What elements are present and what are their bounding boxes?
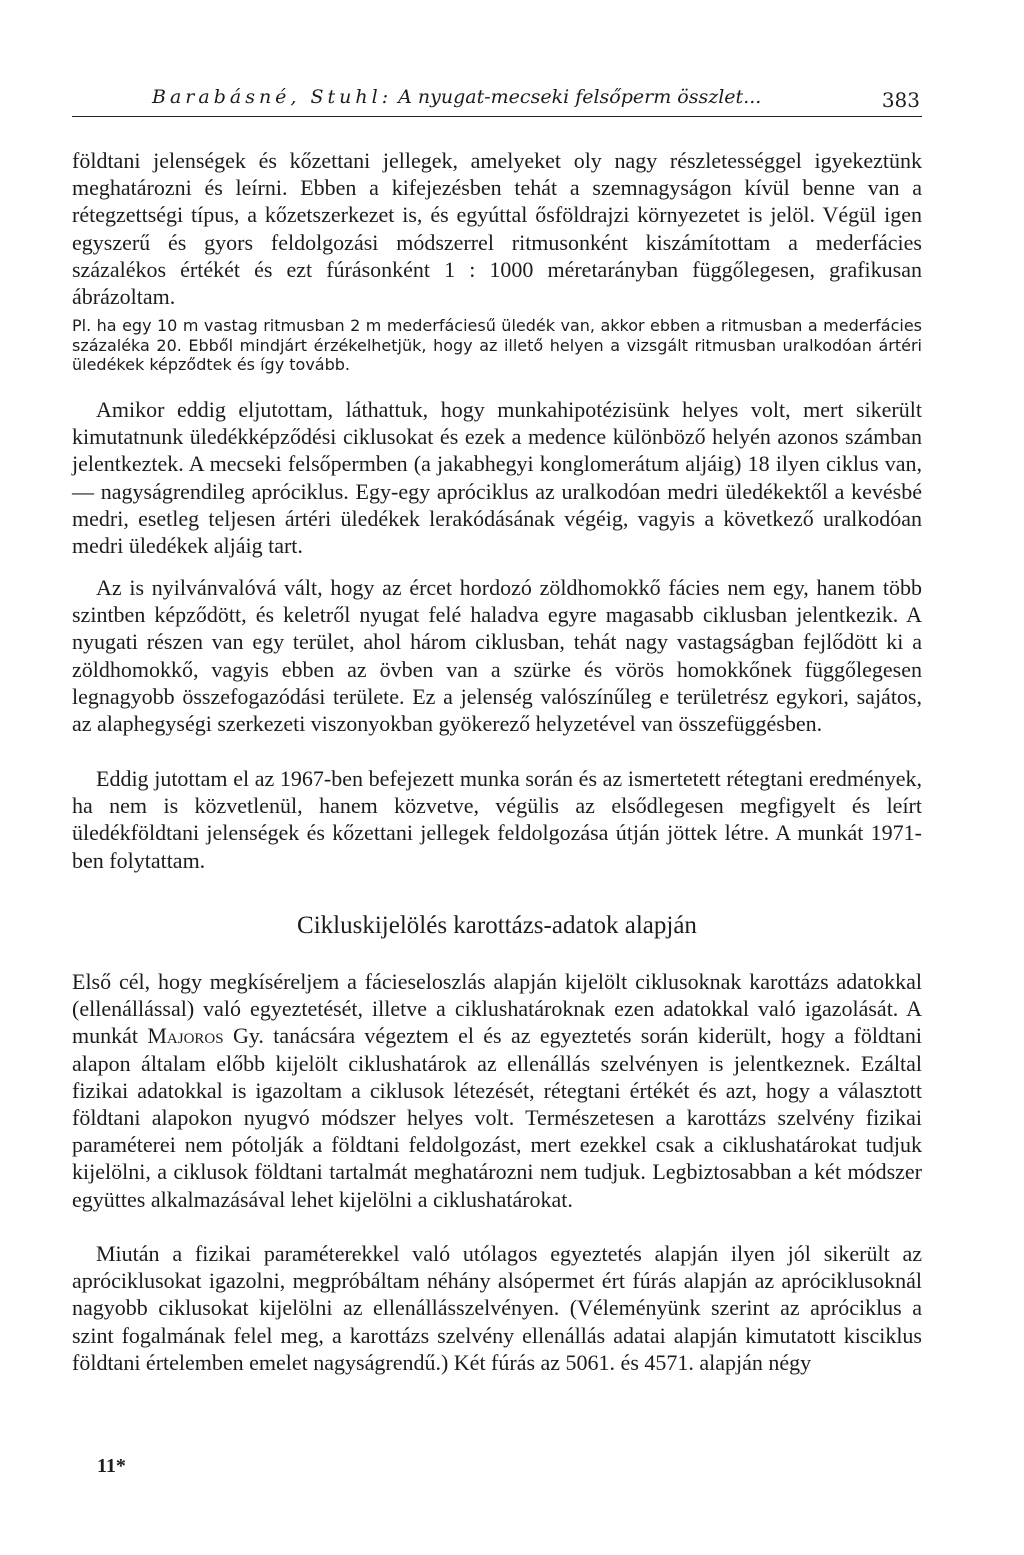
- header-authors: Barabásné, Stuhl:: [152, 86, 393, 108]
- paragraph-3: Az is nyilvánvalóvá vált, hogy az ércet hordozó zöldhomokkő fácies nem egy, hanem több szintben képződött, és keletről nyugat felé haladva egyre magasabb ciklusban jelentkezik. A nyugati részen van egy terület, ahol három ciklusban, tehát nagy vastagságban fejlődött ki a zöldhomokkő, vagyis ebben az övben van a szürke és vörös homokkőnek függőlegesen legnagyobb összefogazódási területe. Ez a jelenség valószínűleg e területrész egykori, sajátos, az alaphegységi szerkezeti viszonyokban gyökerező helyzetével van összefüggésben.: [72, 575, 922, 737]
- paragraph-1: földtani jelenségek és kőzettani jellegek, amelyeket oly nagy részletességgel igyekeztünk meghatározni és leírni. Ebben a kifejezésben tehát a szemnagyságon kívül benne van a rétegzettségi típus, a kőzetszerkezet is, és egyúttal ősföldrajzi környezetet is jelöl. Végül igen egyszerű és gyors feldolgozási módszerrel ritmusonként kiszámítottam a mederfácies százalékos értékét és ezt fúrásonként 1 : 1000 méretarányban függőlegesen, grafikusan ábrázoltam.: [72, 148, 922, 310]
- footnote-example: Pl. ha egy 10 m vastag ritmusban 2 m mederfáciesű üledék van, akkor ebben a ritmusban a mederfácies százaléka 20. Ebből mindjárt érzékelhetjük, hogy az illető helyen a vizsgált ritmusban uralkodóan ártéri üledékek képződtek és így tovább.: [72, 316, 922, 375]
- paragraph-5-end: Gy. tanácsára végeztem el és az egyeztetés során kiderült, hogy a földtani alapon általam előbb kijelölt ciklushatárok az ellenállás szelvényen is jelentkeznek. Ezáltal fizikai adatokkal is igazoltam a ciklusok létezését, rétegtani értékét és azt, hogy a választott földtani alapokon nyugvó módszer helyes volt. Természetesen a karottázs szelvény fizikai paraméterei nem pótolják a földtani feldolgozást, mert ezekkel csak a ciklushatárokat tudjuk kijelölni, a ciklusok földtani tartalmát meghatározni nem tudjuk. Legbiztosabban a két módszer együttes alkalmazásával lehet kijelölni a ciklushatárokat.: [72, 1023, 922, 1212]
- header-title: A nyugat-mecseki felsőperm összlet...: [398, 86, 762, 108]
- paragraph-5: [72, 968, 922, 1213]
- paragraph-2: Amikor eddig eljutottam, láthattuk, hogy munkahipotézisünk helyes volt, mert sikerült kimutatnunk üledékképződési ciklusokat és ezek a medence különböző helyén azonos számban jelentkeztek. A mecseki felsőpermben (a jakabhegyi konglomerátum aljáig) 18 ilyen ciklus van, — nagyságrendileg apróciklus. Egy-egy apróciklus az uralkodóan medri üledékektől a kevésbé medri, esetleg teljesen ártéri üledékek lerakódásának végéig, vagyis a következő uralkodóan medri üledékek aljáig tart.: [72, 397, 922, 559]
- cited-name: Majoros: [147, 1023, 224, 1049]
- section-title: Cikluskijelölés karottázs-adatok alapján: [297, 912, 697, 939]
- paragraph-4: Eddig jutottam el az 1967-ben befejezett munka során és az ismertetett rétegtani eredmények, ha nem is közvetlenül, hanem közvetve, végülis az elsődlegesen megfigyelt és leírt üledékföldtani jelenségek és kőzettani jellegek feldolgozása útján jöttek létre. A munkát 1971-ben folytattam.: [72, 766, 922, 873]
- signature-mark: 11*: [97, 1455, 126, 1477]
- paragraph-6: Miután a fizikai paraméterekkel való utólagos egyeztetés alapján ilyen jól sikerült az apróciklusokat igazolni, megpróbáltam néhány alsópermet ért fúrás alapján az apróciklusoknál nagyobb ciklusokat kijelölni az ellenállásszelvényen. (Véleményünk szerint az apróciklus a szint fogalmának felel meg, a karottázs szelvény ellenállás adatai alapján kimutatott kisciklus földtani értelemben emelet nagyságrendű.) Két fúrás az 5061. és 4571. alapján négy: [72, 1241, 922, 1375]
- paragraph-5-start: Első cél, hogy megkíséreljem a fácieseloszlás alapján kijelölt ciklusoknak karottázs adatokkal (ellenállással) való egyeztetését, illetve a ciklushatároknak ezen adatokkal való igazolását. A munkát: [72, 969, 922, 1049]
- running-header: [72, 82, 922, 117]
- page-number: 383: [881, 88, 920, 112]
